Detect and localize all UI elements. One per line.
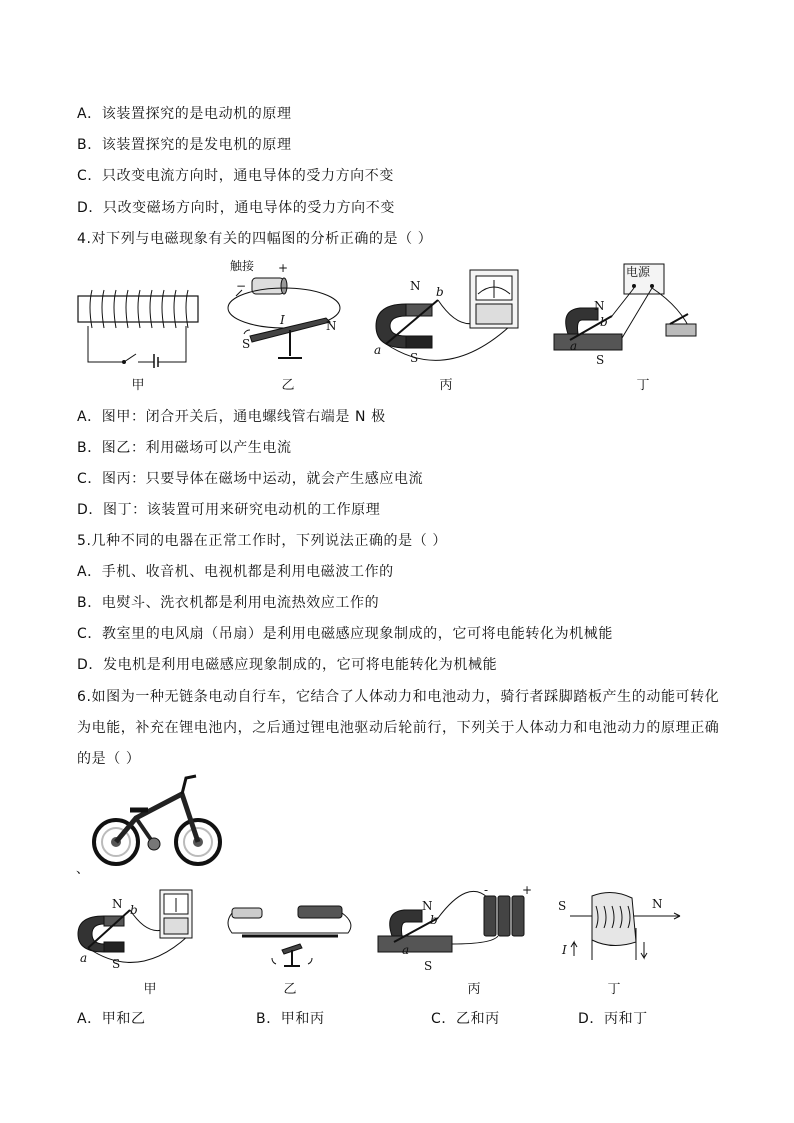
q6-fig4-n: N — [652, 897, 663, 911]
q6-fig4-caption: 丁 — [607, 982, 621, 997]
q6-fig3-caption: 丙 — [467, 982, 481, 997]
q6-fig3-a: a — [402, 943, 410, 957]
q4-fig2-caption: 乙 — [281, 378, 295, 393]
q5-option-b: B．电熨斗、洗衣机都是利用电流热效应工作的 — [77, 595, 380, 611]
q4-option-d: D．图丁：该装置可用来研究电动机的工作原理 — [77, 502, 381, 518]
q4-fig4-s: S — [596, 353, 605, 367]
q5-stem: 5.几种不同的电器在正常工作时，下列说法正确的是（ ） — [77, 533, 448, 549]
q6-fig1-s: S — [112, 957, 121, 971]
q6-bike-mark: 、 — [76, 862, 90, 877]
q6-fig1-b: b — [130, 903, 138, 917]
q3-option-a: A．该装置探究的是电动机的原理 — [77, 106, 292, 122]
q4-option-c: C．图丙：只要导体在磁场中运动，就会产生感应电流 — [77, 471, 424, 487]
q4-fig4-a: a — [570, 339, 578, 353]
q6-figure-right-hand-rule — [556, 886, 686, 976]
q5-option-d: D．发电机是利用电磁感应现象制成的，它可将电能转化为机械能 — [77, 657, 498, 673]
q4-fig3-n: N — [410, 279, 421, 293]
q6-bicycle-image — [90, 770, 226, 868]
q6-fig4-s: S — [558, 899, 567, 913]
q4-fig4-caption: 丁 — [636, 378, 650, 393]
q4-fig3-b: b — [436, 285, 444, 299]
q6-fig1-n: N — [112, 897, 123, 911]
q6-fig3-s: S — [424, 959, 433, 973]
q6-fig1-caption: 甲 — [143, 982, 157, 997]
q5-option-c: C．教室里的电风扇（吊扇）是利用电磁感应现象制成的，它可将电能转化为机械能 — [77, 626, 613, 642]
q4-fig4-power: 电源 — [626, 265, 651, 279]
q6-fig3-n: N — [422, 899, 433, 913]
q4-fig1-caption: 甲 — [131, 378, 145, 393]
q6-option-b: B．甲和丙 — [256, 1011, 325, 1027]
q4-fig2-minus: − — [236, 279, 247, 293]
q4-fig2-touch-label: 触接 — [230, 259, 255, 273]
q6-fig2-caption: 乙 — [283, 982, 297, 997]
q3-option-d: D．只改变磁场方向时，通电导体的受力方向不变 — [77, 200, 395, 216]
q6-figure-motor — [372, 884, 536, 974]
q4-fig2-s: S — [242, 337, 251, 351]
q4-option-a: A．图甲：闭合开关后，通电螺线管右端是 N 极 — [77, 409, 386, 425]
q4-figure-induction — [366, 264, 528, 370]
q6-option-d: D．丙和丁 — [578, 1011, 648, 1027]
q4-stem: 4.对下列与电磁现象有关的四幅图的分析正确的是（ ） — [77, 231, 433, 247]
q6-option-c: C．乙和丙 — [431, 1011, 500, 1027]
q6-stem-line-3: 的是（ ） — [77, 751, 141, 767]
q4-option-b: B．图乙：利用磁场可以产生电流 — [77, 440, 292, 456]
q3-option-c: C．只改变电流方向时，通电导体的受力方向不变 — [77, 168, 394, 184]
q4-fig2-n: N — [326, 319, 337, 333]
q4-figure-solenoid — [74, 286, 202, 368]
q6-fig1-a: a — [80, 951, 88, 965]
q4-fig3-a: a — [374, 343, 382, 357]
q6-option-a: A．甲和乙 — [77, 1011, 146, 1027]
q6-fig4-current: I — [562, 943, 567, 957]
q4-figure-oersted — [222, 256, 344, 368]
q4-fig4-b: b — [600, 315, 608, 329]
q6-stem-line-2: 为电能，补充在锂电池内，之后通过锂电池驱动后轮前行，下列关于人体动力和电池动力的原理正确 — [77, 720, 720, 736]
q4-fig4-n: N — [594, 299, 605, 313]
q6-stem-line-1: 6.如图为一种无链条电动自行车，它结合了人体动力和电池动力，骑行者踩脚踏板产生的动能可转化 — [77, 689, 720, 705]
q6-figure-oersted — [222, 900, 358, 976]
q6-fig3-b: b — [430, 913, 438, 927]
q4-fig2-current: I — [280, 313, 285, 327]
q6-fig3-plus: + — [522, 884, 533, 897]
q4-fig3-caption: 丙 — [439, 378, 453, 393]
q4-fig2-plus: + — [278, 261, 289, 275]
q6-fig3-minus: - — [484, 884, 489, 897]
q3-option-b: B．该装置探究的是发电机的原理 — [77, 137, 292, 153]
q4-figure-motor — [548, 258, 724, 370]
q5-option-a: A．手机、收音机、电视机都是利用电磁波工作的 — [77, 564, 394, 580]
q6-figure-induction — [74, 886, 196, 978]
q4-fig3-s: S — [410, 351, 419, 365]
